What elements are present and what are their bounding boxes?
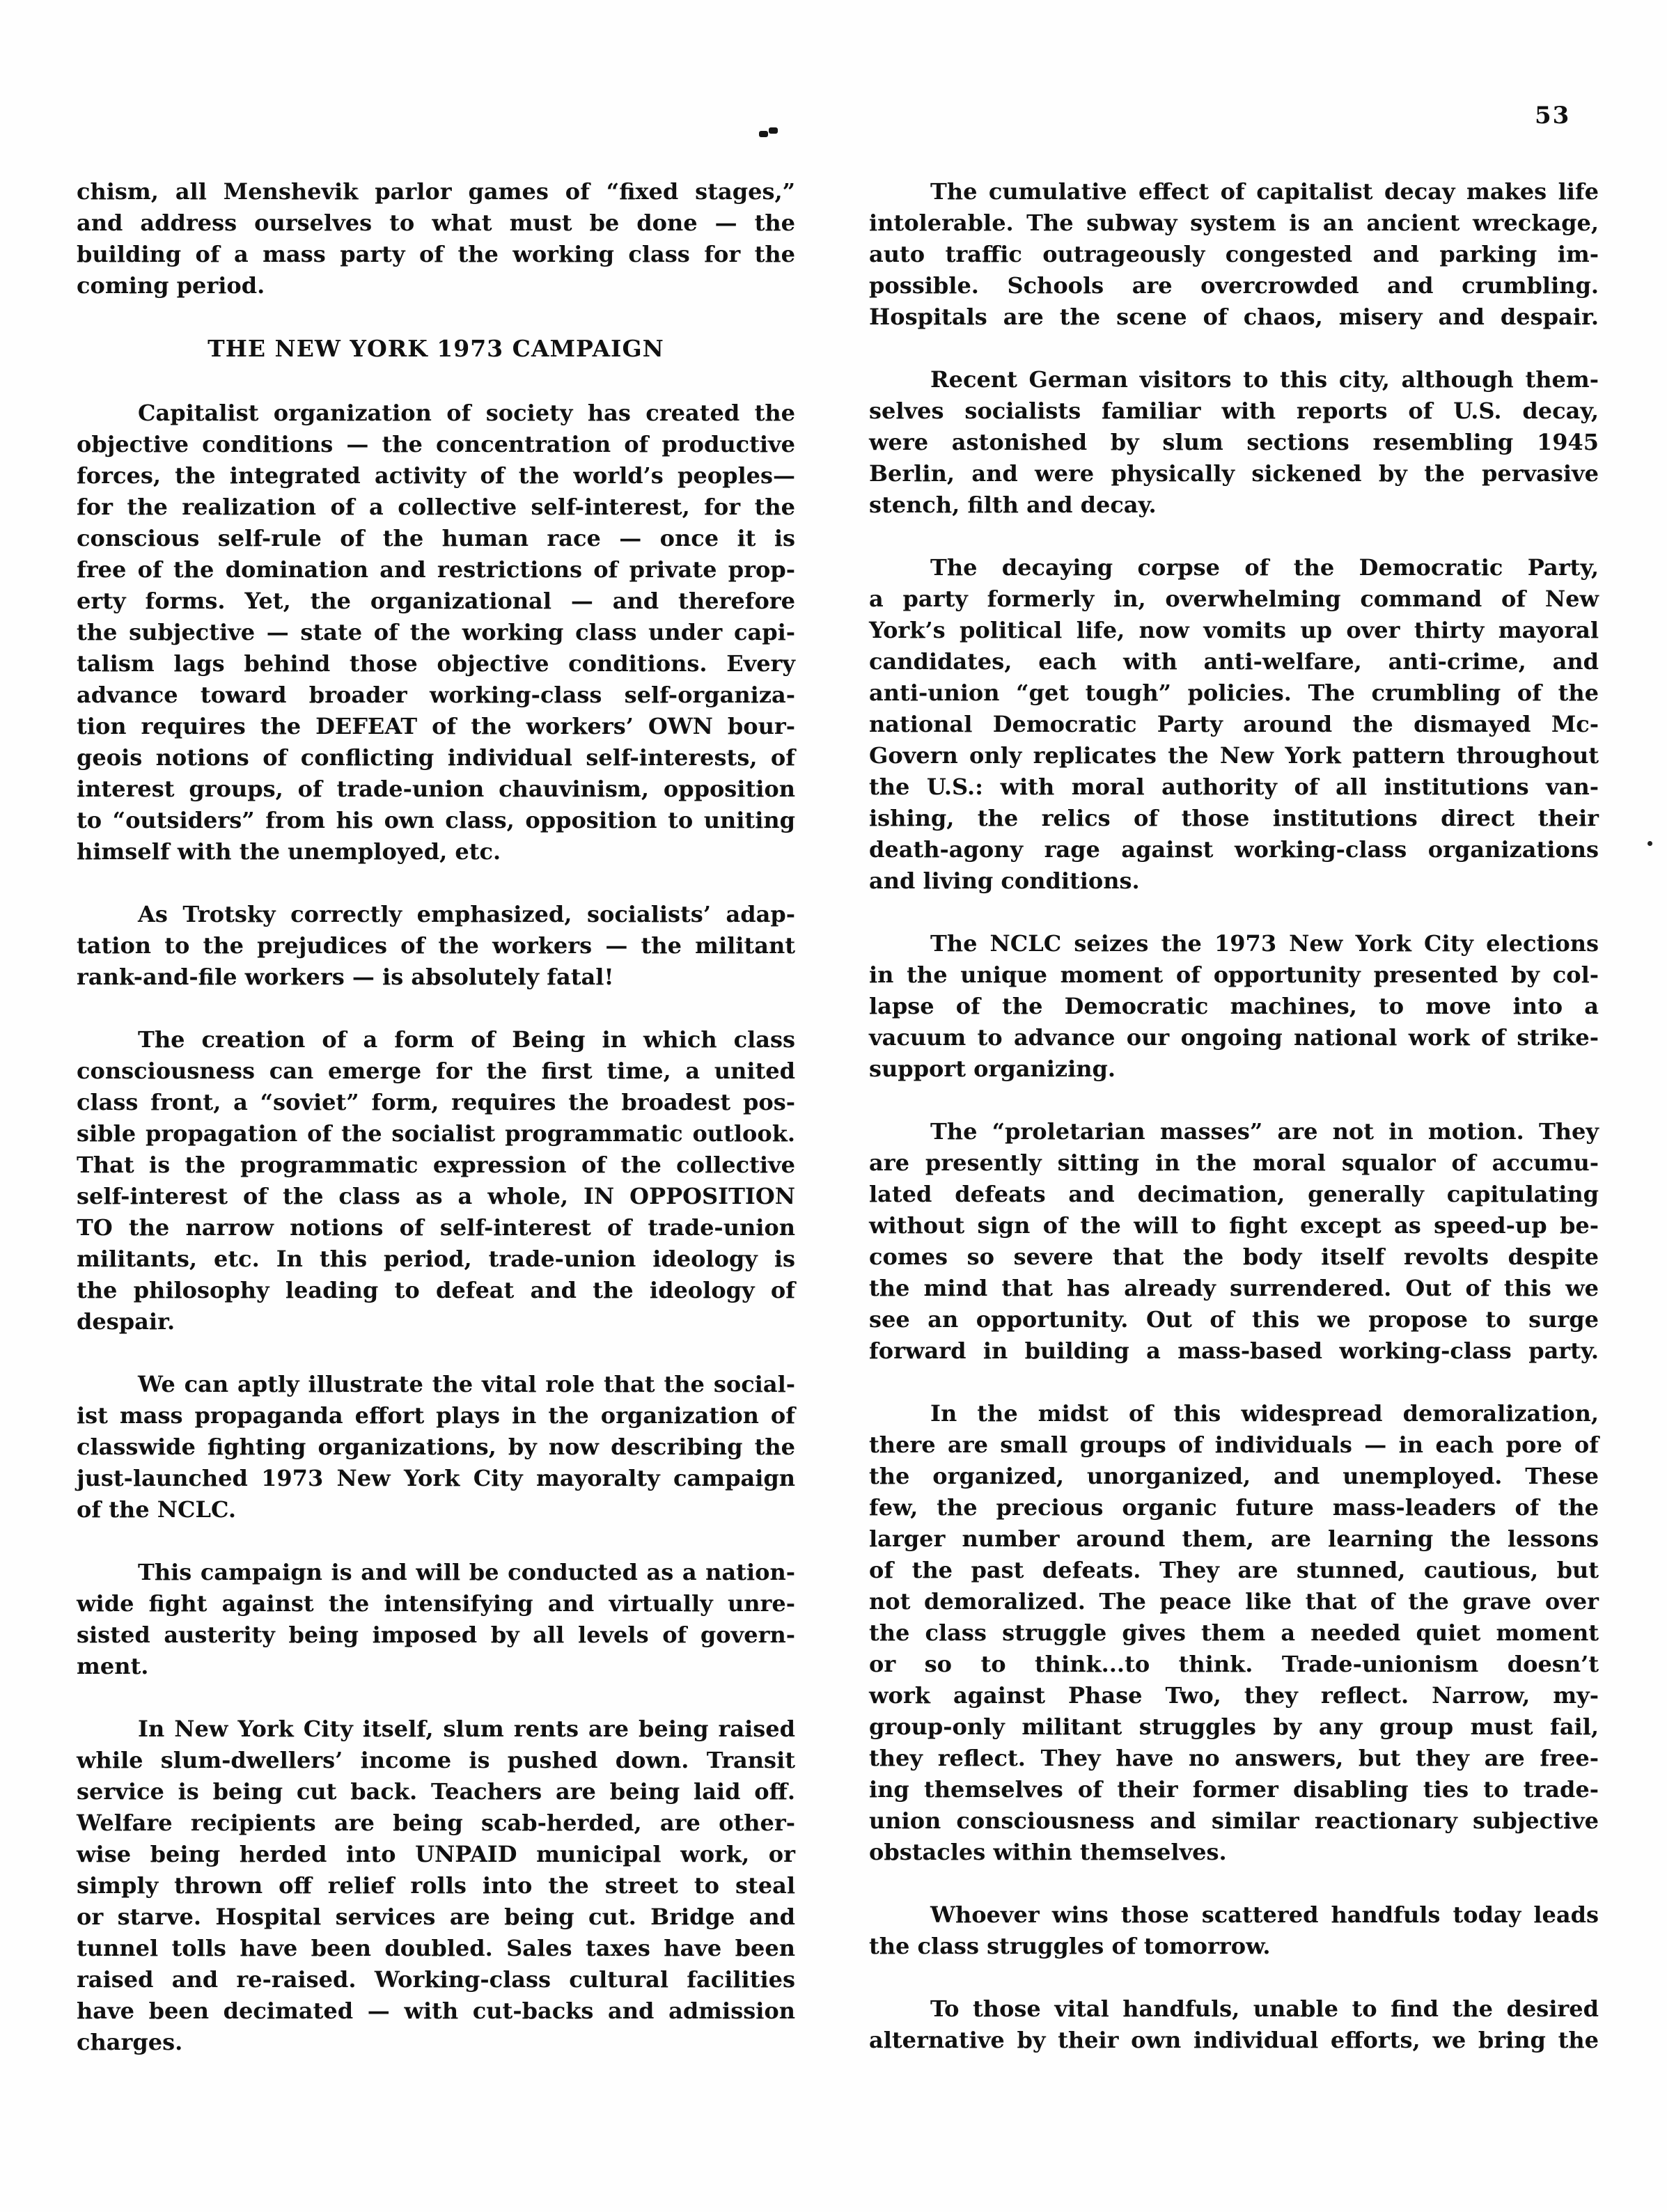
- text-line: vacuum to advance our ongoing national work of strike-: [869, 1024, 1599, 1051]
- text-line: York’s political life, now vomits up over thirty mayoral: [869, 617, 1599, 643]
- text-line: intolerable. The subway system is an ancient wreckage,: [869, 210, 1599, 236]
- text-line: As Trotsky correctly emphasized, socialists’ adap-: [138, 901, 795, 927]
- text-line: possible. Schools are overcrowded and crumbling.: [869, 272, 1599, 299]
- text-line: service is being cut back. Teachers are being laid off.: [77, 1778, 795, 1805]
- text-line: Hospitals are the scene of chaos, misery and despair.: [869, 304, 1599, 330]
- text-line: and address ourselves to what must be done — the: [77, 210, 795, 236]
- text-line: wise being herded into UNPAID municipal work, or: [77, 1841, 795, 1867]
- paragraph: [77, 899, 795, 993]
- paragraph: [77, 398, 795, 868]
- paragraph: [869, 364, 1599, 521]
- ink-dot-artifact: [1648, 841, 1652, 846]
- text-line: to “outsiders” from his own class, opposition to uniting: [77, 807, 795, 833]
- text-line: stench, filth and decay.: [869, 492, 1157, 518]
- text-line: of the past defeats. They are stunned, cautious, but: [869, 1557, 1599, 1583]
- text-line: just-launched 1973 New York City mayoralty campaign: [77, 1465, 795, 1491]
- text-line: have been decimated — with cut-backs and admission: [77, 1998, 795, 2024]
- text-line: raised and re-raised. Working-class cultural facilities: [77, 1966, 795, 1993]
- text-line: The cumulative effect of capitalist decay makes life: [930, 178, 1599, 205]
- text-line: himself with the unemployed, etc.: [77, 838, 501, 865]
- text-line: interest groups, of trade-union chauvinism, opposition: [77, 776, 795, 802]
- text-line: rank-and-file workers — is absolutely fatal!: [77, 964, 614, 990]
- text-line: militants, etc. In this period, trade-union ideology is: [77, 1246, 795, 1272]
- text-line: the class struggles of tomorrow.: [869, 1933, 1271, 1959]
- text-line: forces, the integrated activity of the world’s peoples—: [77, 462, 795, 489]
- text-line: erty forms. Yet, the organizational — and therefore: [77, 588, 795, 614]
- text-line: Berlin, and were physically sickened by the pervasive: [869, 460, 1599, 487]
- text-line: the organized, unorganized, and unemployed. These: [869, 1463, 1599, 1489]
- text-line: there are small groups of individuals — in each pore of: [869, 1431, 1599, 1458]
- text-line: group-only militant struggles by any group must fail,: [869, 1713, 1599, 1740]
- text-line: building of a mass party of the working class for the: [77, 241, 795, 267]
- paragraph: [869, 552, 1599, 897]
- paragraph: [77, 1369, 795, 1525]
- text-line: class front, a “soviet” form, requires the broadest pos-: [77, 1089, 795, 1115]
- text-line: That is the programmatic expression of the collective: [77, 1152, 795, 1178]
- text-line: The creation of a form of Being in which class: [138, 1026, 795, 1053]
- text-line: Govern only replicates the New York pattern throughout: [869, 742, 1599, 769]
- text-line: or starve. Hospital services are being cut. Bridge and: [77, 1904, 795, 1930]
- text-line: selves socialists familiar with reports of U.S. decay,: [869, 398, 1599, 424]
- text-line: The NCLC seizes the 1973 New York City elections: [930, 930, 1599, 957]
- text-line: death-agony rage against working-class organizations: [869, 836, 1599, 863]
- paragraph: [77, 1024, 795, 1338]
- text-line: ing themselves of their former disabling ties to trade-: [869, 1776, 1599, 1803]
- paragraph: [77, 1557, 795, 1682]
- text-line: tation to the prejudices of the workers — the militant: [77, 932, 795, 959]
- text-line: tunnel tolls have been doubled. Sales taxes have been: [77, 1935, 795, 1961]
- section-heading: THE NEW YORK 1973 CAMPAIGN: [208, 335, 664, 362]
- text-line: of the NCLC.: [77, 1496, 237, 1523]
- text-line: lapse of the Democratic machines, to move into a: [869, 993, 1599, 1019]
- text-line: the subjective — state of the working class under capi-: [77, 619, 795, 645]
- text-line: sisted austerity being imposed by all levels of govern-: [77, 1622, 795, 1648]
- text-line: advance toward broader working-class self-organiza-: [77, 682, 795, 708]
- text-line: Capitalist organization of society has created the: [138, 400, 795, 426]
- text-line: or so to think...to think. Trade-unionism doesn’t: [869, 1651, 1599, 1677]
- text-line: forward in building a mass-based working-class party.: [869, 1338, 1599, 1364]
- text-line: In the midst of this widespread demoralization,: [930, 1400, 1599, 1427]
- text-line: and living conditions.: [869, 868, 1140, 894]
- text-line: national Democratic Party around the dismayed Mc-: [869, 711, 1599, 737]
- text-line: obstacles within themselves.: [869, 1839, 1227, 1865]
- text-line: alternative by their own individual efforts, we bring the: [869, 2027, 1599, 2053]
- text-line: simply thrown off relief rolls into the street to steal: [77, 1872, 795, 1899]
- text-line: wide fight against the intensifying and virtually unre-: [77, 1590, 795, 1617]
- text-line: while slum-dwellers’ income is pushed down. Transit: [77, 1747, 795, 1773]
- text-line: talism lags behind those objective conditions. Every: [77, 650, 795, 677]
- text-line: self-interest of the class as a whole, IN OPPOSITION: [77, 1183, 795, 1209]
- text-line: a party formerly in, overwhelming command of New: [869, 586, 1599, 612]
- text-line: are presently sitting in the moral squalor of accumu-: [869, 1150, 1599, 1176]
- text-line: Welfare recipients are being scab-herded, are other-: [77, 1810, 795, 1836]
- text-line: classwide fighting organizations, by now describing the: [77, 1434, 795, 1460]
- text-line: larger number around them, are learning the lessons: [869, 1525, 1599, 1552]
- text-line: charges.: [77, 2029, 183, 2055]
- text-line: consciousness can emerge for the first time, a united: [77, 1058, 795, 1084]
- text-line: coming period.: [77, 272, 265, 299]
- paragraph: [869, 1398, 1599, 1868]
- page-number: 53: [1535, 102, 1571, 130]
- text-line: work against Phase Two, they reflect. Narrow, my-: [869, 1682, 1599, 1709]
- paragraph: [869, 176, 1599, 333]
- text-line: comes so severe that the body itself revolts despite: [869, 1244, 1599, 1270]
- text-line: in the unique moment of opportunity presented by col-: [869, 962, 1599, 988]
- paragraph: [869, 1993, 1599, 2056]
- text-line: the U.S.: with moral authority of all institutions van-: [869, 774, 1599, 800]
- text-line: they reflect. They have no answers, but they are free-: [869, 1745, 1599, 1771]
- right-column: [869, 176, 1599, 2087]
- left-column: [77, 176, 795, 2089]
- text-line: see an opportunity. Out of this we propose to surge: [869, 1306, 1599, 1333]
- text-line: ment.: [77, 1653, 149, 1679]
- text-line: lated defeats and decimation, generally capitulating: [869, 1181, 1599, 1207]
- text-line: support organizing.: [869, 1056, 1116, 1082]
- text-line: The decaying corpse of the Democratic Party,: [930, 554, 1599, 581]
- text-line: anti-union “get tough” policies. The crumbling of the: [869, 680, 1599, 706]
- text-line: without sign of the will to fight except as speed-up be-: [869, 1212, 1599, 1239]
- text-line: the philosophy leading to defeat and the ideology of: [77, 1277, 795, 1303]
- text-line: the class struggle gives them a needed quiet moment: [869, 1619, 1599, 1646]
- text-line: were astonished by slum sections resembling 1945: [869, 429, 1599, 455]
- text-line: few, the precious organic future mass-leaders of the: [869, 1494, 1599, 1521]
- paragraph: [869, 1899, 1599, 1962]
- text-line: ishing, the relics of those institutions direct their: [869, 805, 1599, 831]
- text-line: for the realization of a collective self-interest, for the: [77, 494, 795, 520]
- text-line: the mind that has already surrendered. Out of this we: [869, 1275, 1599, 1301]
- paragraph: [77, 176, 795, 301]
- text-line: conscious self-rule of the human race — once it is: [77, 525, 795, 551]
- text-line: geois notions of conflicting individual self-interests, of: [77, 744, 795, 771]
- text-line: TO the narrow notions of self-interest of trade-union: [77, 1214, 795, 1241]
- text-line: sible propagation of the socialist programmatic outlook.: [77, 1120, 795, 1147]
- text-line: union consciousness and similar reactionary subjective: [869, 1807, 1599, 1834]
- text-line: tion requires the DEFEAT of the workers’ OWN bour-: [77, 713, 795, 739]
- text-line: despair.: [77, 1308, 175, 1335]
- text-line: free of the domination and restrictions of private prop-: [77, 556, 795, 583]
- paragraph: [869, 1116, 1599, 1367]
- text-line: Recent German visitors to this city, although them-: [930, 366, 1599, 393]
- paragraph: [869, 928, 1599, 1085]
- ink-smudge-artifact: [759, 131, 768, 137]
- text-line: candidates, each with anti-welfare, anti-crime, and: [869, 648, 1599, 675]
- text-line: auto traffic outrageously congested and parking im-: [869, 241, 1599, 267]
- text-line: We can aptly illustrate the vital role that the social-: [138, 1371, 795, 1397]
- text-line: To those vital handfuls, unable to find the desired: [930, 1995, 1599, 2022]
- text-line: ist mass propaganda effort plays in the organization of: [77, 1402, 795, 1429]
- text-line: chism, all Menshevik parlor games of “fixed stages,”: [77, 178, 795, 205]
- text-line: This campaign is and will be conducted as a nation-: [138, 1559, 795, 1585]
- text-line: Whoever wins those scattered handfuls today leads: [930, 1901, 1599, 1928]
- text-line: objective conditions — the concentration of productive: [77, 431, 795, 457]
- text-line: In New York City itself, slum rents are being raised: [138, 1716, 795, 1742]
- paragraph: [77, 1713, 795, 2058]
- text-line: The “proletarian masses” are not in motion. They: [930, 1118, 1599, 1145]
- text-line: not demoralized. The peace like that of the grave over: [869, 1588, 1599, 1615]
